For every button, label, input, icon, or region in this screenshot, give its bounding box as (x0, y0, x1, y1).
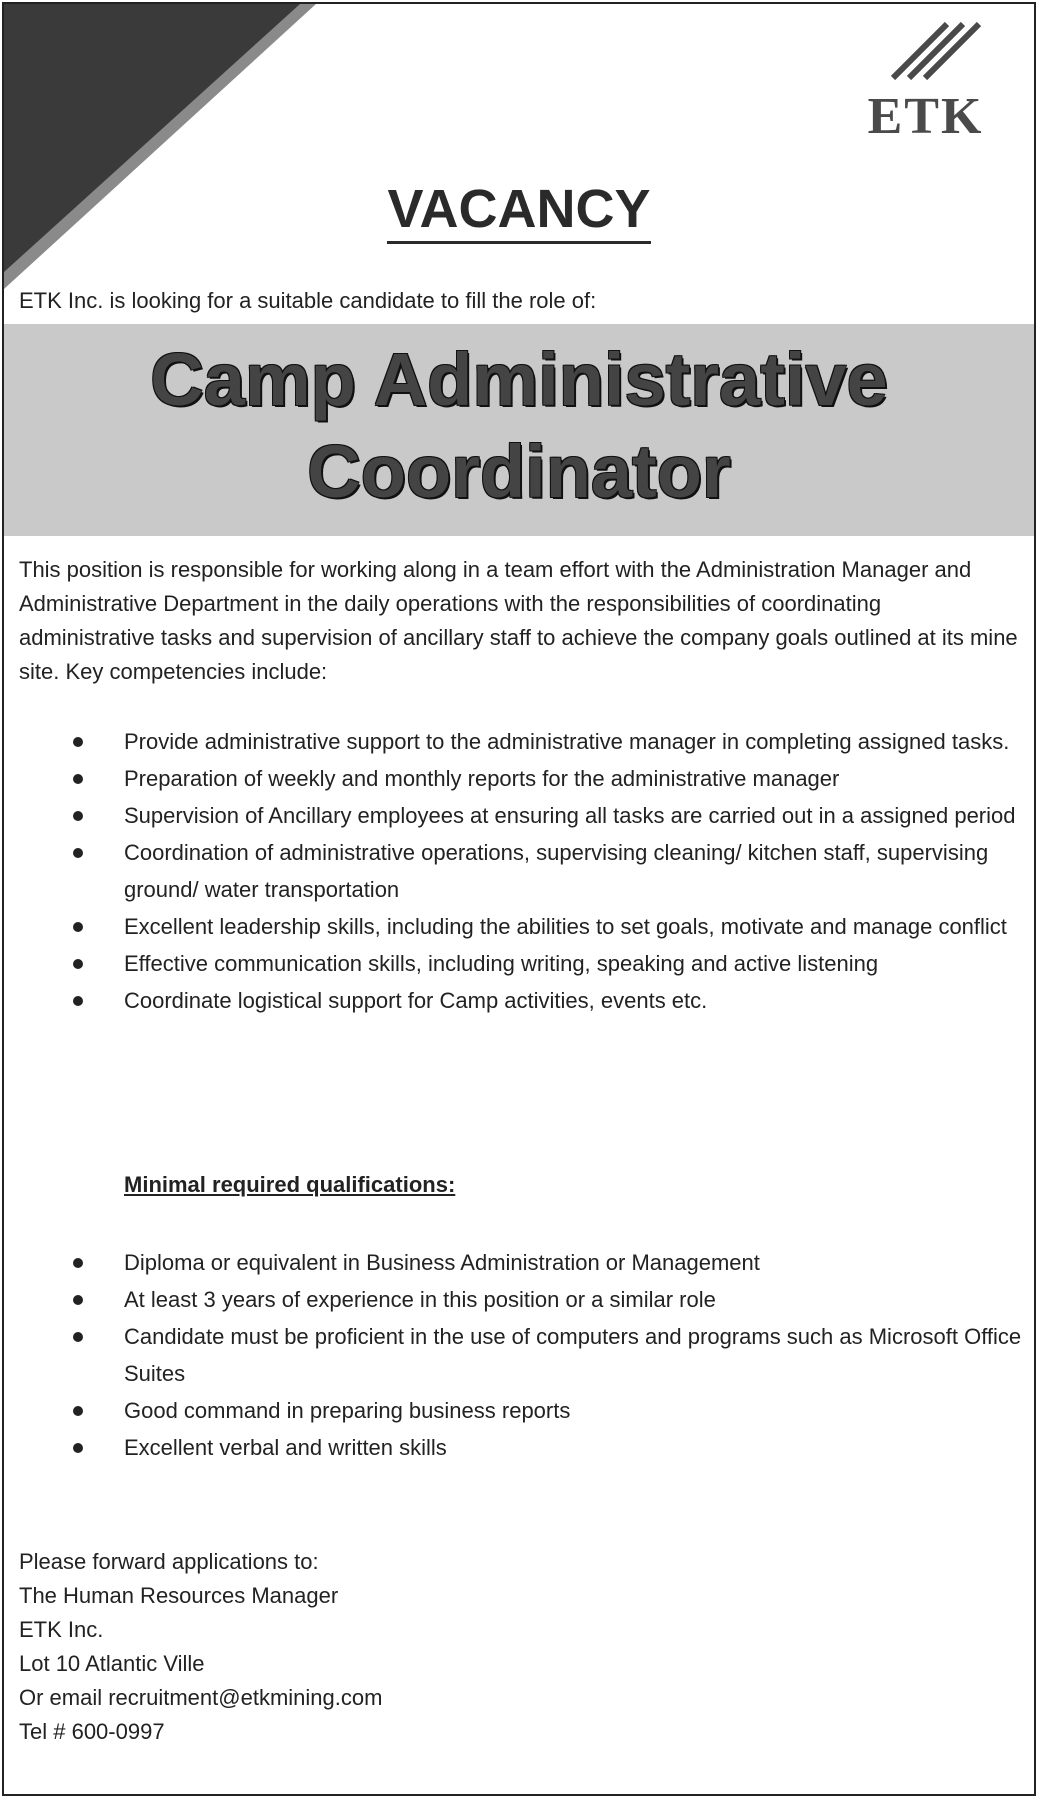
competency-text: Provide administrative support to the administrative manager in completing assigned tasks. (124, 729, 1010, 754)
diagonal-stripes-logo-icon (853, 16, 998, 86)
competency-text: Coordination of administrative operations, supervising cleaning/ kitchen staff, supervising ground/ water transportation (124, 840, 989, 902)
vacancy-heading: VACANCY (387, 179, 650, 244)
role-banner (4, 324, 1034, 536)
role-title-line2: Coordinator (307, 430, 731, 513)
bullet-icon (73, 959, 83, 969)
qualification-text: Excellent verbal and written skills (124, 1435, 447, 1460)
corner-decoration (4, 4, 316, 289)
qualification-text: Candidate must be proficient in the use of computers and programs such as Microsoft Office Suites (124, 1324, 1022, 1386)
competency-item (4, 723, 1034, 760)
competency-text: Supervision of Ancillary employees at ensuring all tasks are carried out in a assigned period (124, 803, 1016, 828)
etk-logo (853, 16, 998, 146)
competency-item (4, 834, 1034, 908)
bullet-icon (73, 848, 83, 858)
bullet-icon (73, 737, 83, 747)
role-title-line1: Camp Administrative (150, 338, 888, 421)
contact-email: Or email recruitment@etkmining.com (19, 1685, 383, 1710)
bullet-icon (73, 1406, 83, 1416)
position-description: This position is responsible for working along in a team effort with the Administration Manager and Administrative Department in the daily operations with the responsibilities of coordinating administrative tasks and supervision of ancillary staff to achieve the company goals outlined at its mine site. Key competencies include: (19, 557, 1018, 684)
intro-text: ETK Inc. is looking for a suitable candidate to fill the role of: (19, 288, 597, 313)
qualification-text: Good command in preparing business reports (124, 1398, 571, 1423)
competency-item (4, 760, 1034, 797)
qualifications-list (4, 1244, 1034, 1466)
qualification-text: Diploma or equivalent in Business Administration or Management (124, 1250, 760, 1275)
qualifications-heading: Minimal required qualifications: (124, 1172, 456, 1197)
bullet-icon (73, 1295, 83, 1305)
bullet-icon (73, 1443, 83, 1453)
competency-text: Effective communication skills, including writing, speaking and active listening (124, 951, 879, 976)
competency-item (4, 945, 1034, 982)
bullet-icon (73, 996, 83, 1006)
qualification-item (4, 1244, 1034, 1281)
qualification-item (4, 1318, 1034, 1392)
bullet-icon (73, 1258, 83, 1268)
bullet-icon (73, 774, 83, 784)
competency-item (4, 982, 1034, 1019)
page-title (4, 179, 1034, 239)
competencies-list (4, 723, 1034, 1019)
contact-address: Lot 10 Atlantic Ville (19, 1651, 205, 1676)
qualification-item (4, 1429, 1034, 1466)
competency-text: Coordinate logistical support for Camp activities, events etc. (124, 988, 708, 1013)
competency-text: Preparation of weekly and monthly reports for the administrative manager (124, 766, 840, 791)
role-title (4, 334, 1034, 518)
competency-item (4, 797, 1034, 834)
bullet-icon (73, 811, 83, 821)
contact-phone: Tel # 600-0997 (19, 1719, 165, 1744)
qualification-text: At least 3 years of experience in this position or a similar role (124, 1287, 716, 1312)
vacancy-advertisement (2, 2, 1036, 1796)
qualification-item (4, 1281, 1034, 1318)
contact-instruction: Please forward applications to: (19, 1549, 319, 1574)
contact-block (19, 1545, 382, 1749)
contact-recipient: The Human Resources Manager (19, 1583, 339, 1608)
logo-text: ETK (867, 88, 984, 145)
bullet-icon (73, 922, 83, 932)
competency-text: Excellent leadership skills, including the abilities to set goals, motivate and manage conflict (124, 914, 1007, 939)
qualification-item (4, 1392, 1034, 1429)
bullet-icon (73, 1332, 83, 1342)
competency-item (4, 908, 1034, 945)
contact-company: ETK Inc. (19, 1617, 104, 1642)
